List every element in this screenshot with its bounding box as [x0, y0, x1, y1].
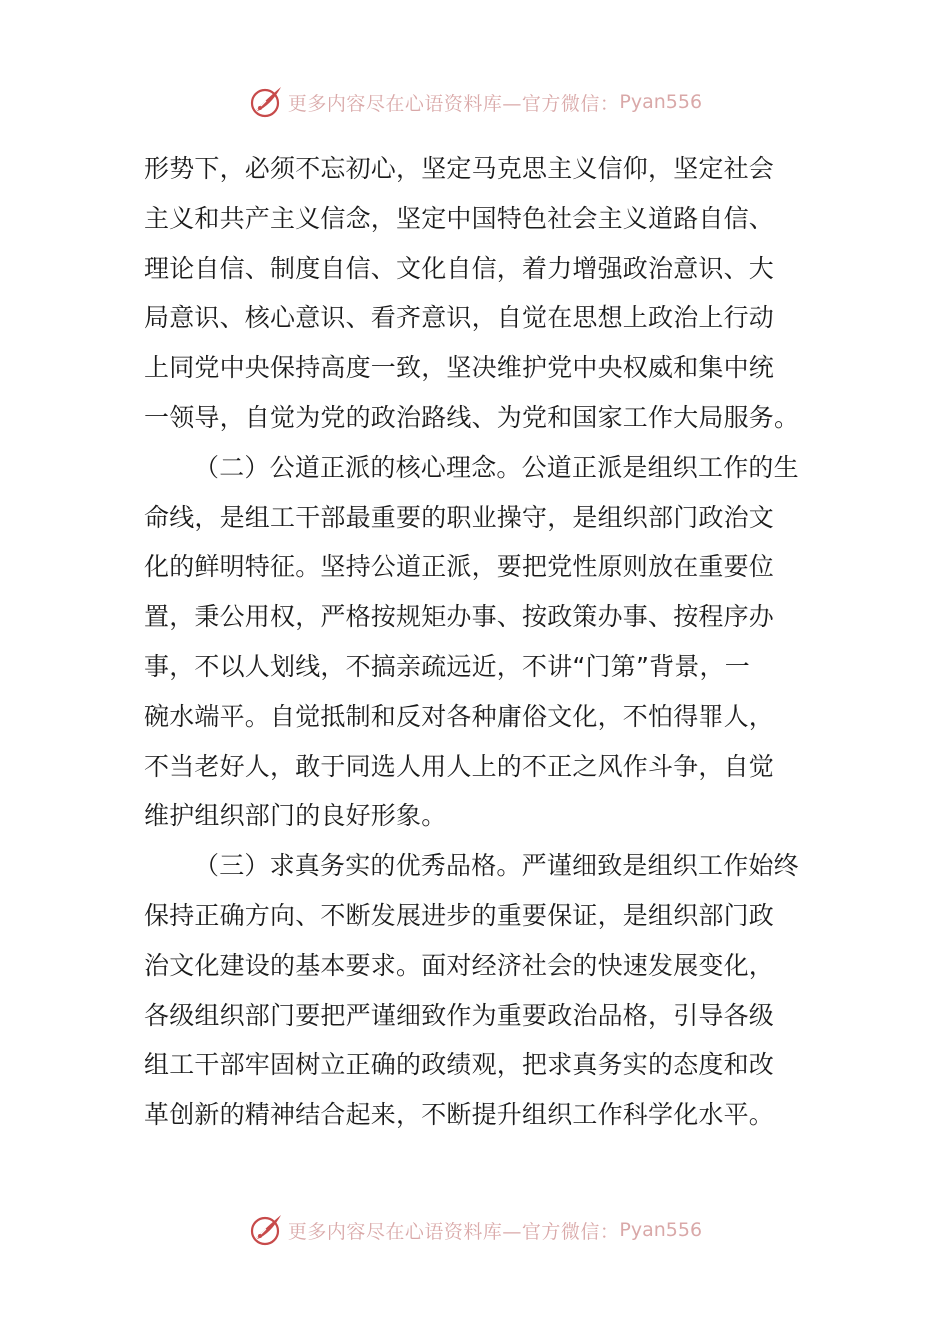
text-line: 革创新的精神结合起来，不断提升组织工作科学化水平。: [144, 1100, 775, 1130]
text-line: 各级组织部门要把严谨细致作为重要政治品格，引导各级: [144, 1000, 775, 1030]
footer-watermark: [0, 1210, 950, 1250]
text-line: 上同党中央保持高度一致，坚决维护党中央权威和集中统: [144, 353, 775, 383]
text-line: 化的鲜明特征。坚持公道正派，要把党性原则放在重要位: [144, 552, 775, 582]
watermark-text: 更多内容尽在心语资料库—官方微信：: [287, 1220, 620, 1243]
text-line: （三）求真务实的优秀品格。严谨细致是组织工作始终: [194, 851, 799, 881]
text-line: 局意识、核心意识、看齐意识，自觉在思想上政治上行动: [144, 303, 775, 333]
text-line: 事，不以人划线，不搞亲疏远近，不讲“门第”背景，一: [144, 651, 750, 681]
text-line: 命线，是组工干部最重要的职业操守，是组织部门政治文: [144, 502, 775, 532]
text-line: 形势下，必须不忘初心，坚定马克思主义信仰，坚定社会: [144, 154, 775, 183]
text-line: 不当老好人，敢于同选人用人上的不正之风作斗争，自觉: [144, 751, 775, 781]
text-line: 主义和共产主义信念，坚定中国特色社会主义道路自信、: [144, 203, 775, 233]
text-line: 维护组织部门的良好形象。: [144, 801, 447, 831]
wechat-id: Pyan556: [619, 91, 703, 113]
text-line: （二）公道正派的核心理念。公道正派是组织工作的生: [194, 452, 799, 482]
document-body: [144, 144, 808, 1140]
text-line: 一领导，自觉为党的政治路线、为党和国家工作大局服务。: [144, 402, 800, 432]
text-line: 置，秉公用权，严格按规矩办事、按政策办事、按程序办: [144, 602, 775, 632]
text-line: 保持正确方向、不断发展进步的重要保证，是组织部门政: [144, 900, 775, 930]
wechat-id: Pyan556: [619, 1219, 703, 1241]
text-line: 理论自信、制度自信、文化自信，着力增强政治意识、大: [144, 253, 775, 283]
text-line: 碗水端平。自觉抵制和反对各种庸俗文化，不怕得罪人，: [144, 701, 775, 731]
text-line: 组工干部牢固树立正确的政绩观，把求真务实的态度和改: [144, 1050, 775, 1080]
header-watermark: [0, 82, 950, 122]
text-line: 治文化建设的基本要求。面对经济社会的快速发展变化，: [144, 950, 775, 980]
quill-logo-icon: [248, 1212, 284, 1248]
watermark-text: 更多内容尽在心语资料库—官方微信：: [287, 92, 620, 115]
quill-logo-icon: [248, 84, 284, 120]
